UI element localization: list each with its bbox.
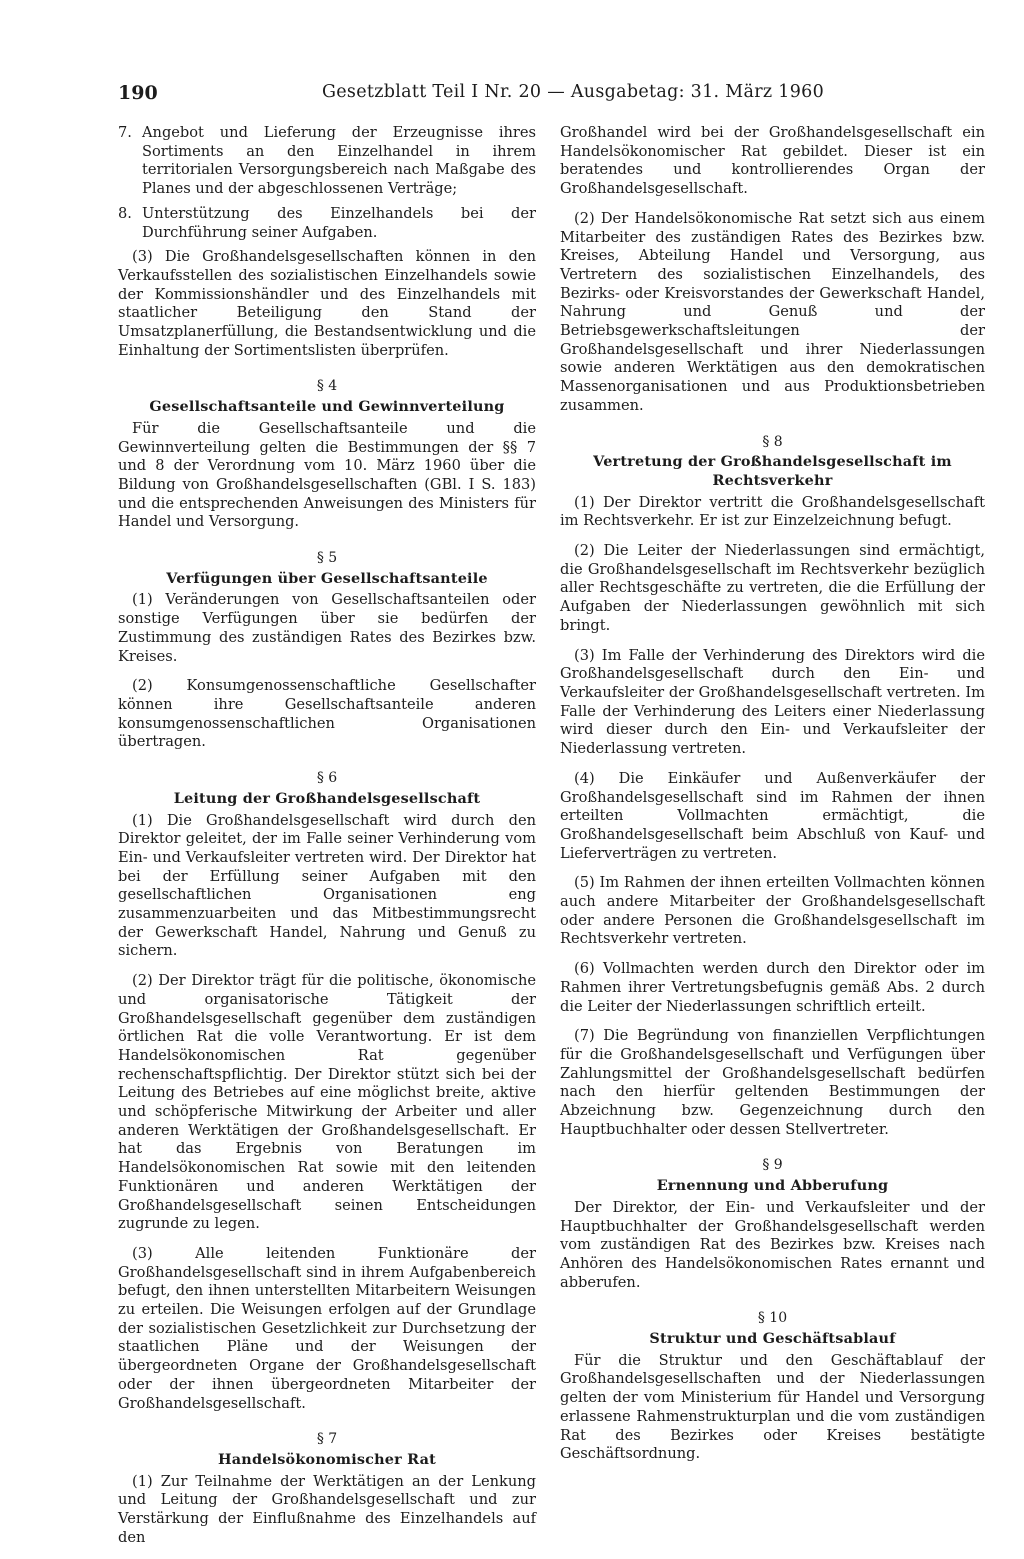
list-number: 7. xyxy=(118,124,132,141)
paragraph: (2) Die Leiter der Niederlassungen sind ermächtigt, die Großhandelsgesellschaft im Rechtsverkehr bezüglich aller Rechtsgeschäfte zu vertreten, die die Erfüllung der Aufgaben der Niederlassungen gewöhnlich mit sich bringt. xyxy=(560,542,985,634)
section-heading: Handelsökonomischer Rat xyxy=(217,1451,437,1468)
section-heading: Ernennung und Abberufung xyxy=(656,1177,889,1195)
paragraph: (1) Die Großhandelsgesellschaft wird durch den Direktor geleitet, der im Falle seiner Verhinderung vom Ein- und Verkaufsleiter vertreten wird. Der Direktor hat bei der Erfüllung seiner Aufgaben mit den gesellschaftlichen Organisationen eng zusammenzuarbeiten und das Mitbestimmungsrecht der Gewerkschaft Handel, Nahrung und Genuß zu sichern. xyxy=(118,811,536,960)
page-number: 190 xyxy=(118,82,158,104)
section-heading: Verfügungen über Gesellschaftsanteile xyxy=(166,569,488,587)
left-column xyxy=(118,124,536,1559)
paragraph: (1) Veränderungen von Gesellschaftsanteilen oder sonstige Verfügungen über sie bedürfen der Zustimmung des zuständigen Rates des Bezirkes bzw. Kreises. xyxy=(118,591,536,665)
right-column xyxy=(560,124,985,1475)
gazette-title: Gesetzblatt Teil I Nr. 20 — Ausgabetag: 31. März 1960 xyxy=(322,82,825,102)
section-heading: Struktur und Geschäftsablauf xyxy=(649,1330,896,1348)
section-heading: Vertretung der Großhandelsgesellschaft im Rechtsverkehr xyxy=(593,453,952,489)
paragraph: Großhandel wird bei der Großhandelsgesellschaft ein Handelsökonomischer Rat gebildet. Dieser ist ein beratendes und kontrollierendes Organ der Großhandelsgesellschaft. xyxy=(560,124,985,198)
paragraph: (1) Zur Teilnahme der Werktätigen an der Lenkung und Leitung der Großhandelsgesellschaft und zur Verstärkung der Einflußnahme des Einzelhandels auf den xyxy=(118,1472,536,1546)
section-number: § 10 xyxy=(757,1310,788,1327)
section-heading: Leitung der Großhandelsgesellschaft xyxy=(173,789,481,807)
list-number: 8. xyxy=(118,204,132,222)
paragraph: (3) Alle leitenden Funktionäre der Großhandelsgesellschaft sind in ihrem Aufgabenbereich befugt, den ihnen unterstellten Mitarbeitern Weisungen zu erteilen. Die Weisungen erfolgen auf der Grundlage der sozialistischen Gesetzlichkeit zur Durchsetzung der staatlichen Pläne und der Weisungen der übergeordneten Organe der Großhandelsgesellschaft oder der ihnen übergeordneten Mitarbeiter der Großhandelsgesellschaft. xyxy=(118,1244,536,1412)
page-header xyxy=(118,82,984,112)
paragraph: (5) Im Rahmen der ihnen erteilten Vollmachten können auch andere Mitarbeiter der Großhandelsgesellschaft oder andere Personen die Großhandelsgesellschaft im Rechtsverkehr vertreten. xyxy=(560,874,985,948)
list-text: Angebot und Lieferung der Erzeugnisse ihres Sortiments an den Einzelhandel in ihrem territorialen Versorgungsbereich nach Maßgabe des Planes und der abgeschlossenen Verträge; xyxy=(142,124,536,198)
paragraph: Für die Gesellschaftsanteile und die Gewinnverteilung gelten die Bestimmungen der §§ 7 und 8 der Verordnung vom 10. März 1960 über die Bildung von Großhandelsgesellschaften (GBl. I S. 183) und die entsprechenden Anweisungen des Ministers für Handel und Versorgung. xyxy=(118,419,536,531)
paragraph: (3) Im Falle der Verhinderung des Direktors wird die Großhandelsgesellschaft durch den Ein- und Verkaufsleiter der Großhandelsgesellschaft vertreten. Im Falle der Verhinderung des Leiters einer Niederlassung wird dieser durch den Ein- und Verkaufsleiter der Niederlassung vertreten. xyxy=(560,646,985,758)
list-text: Unterstützung des Einzelhandels bei der Durchführung seiner Aufgaben. xyxy=(142,204,536,241)
paragraph: Für die Struktur und den Geschäftablauf der Großhandelsgesellschaften und der Niederlassungen gelten der vom Ministerium für Handel und Versorgung erlassene Rahmenstrukturplan und die vom zuständigen Rat des Bezirkes oder Kreises bestätigte Geschäftsordnung. xyxy=(560,1351,985,1463)
section-number: § 5 xyxy=(316,550,338,567)
section-number: § 8 xyxy=(762,433,783,450)
section-number: § 6 xyxy=(316,770,338,787)
paragraph: (2) Konsumgenossenschaftliche Gesellschafter können ihre Gesellschaftsanteile anderen konsumgenossenschaftlichen Organisationen übertragen. xyxy=(118,677,536,751)
paragraph: (3) Die Großhandelsgesellschaften können in den Verkaufsstellen des sozialistischen Einzelhandels sowie der Kommissionshändler und des Einzelhandels mit staatlicher Beteiligung den Stand der Umsatzplanerfüllung, die Bestandsentwicklung und die Einhaltung der Sortimentslisten überprüfen. xyxy=(118,248,536,359)
section-number: § 9 xyxy=(762,1157,783,1174)
paragraph: (7) Die Begründung von finanziellen Verpflichtungen für die Großhandelsgesellschaft und Verfügungen über Zahlungsmittel der Großhandelsgesellschaft bedürfen nach den hierfür geltenden Bestimmungen der Abzeichnung bzw. Gegenzeichnung durch den Hauptbuchhalter oder dessen Stellvertreter. xyxy=(560,1027,985,1138)
section-number: § 4 xyxy=(316,378,338,395)
paragraph: Der Direktor, der Ein- und Verkaufsleiter und der Hauptbuchhalter der Großhandelsgesellschaft werden vom zuständigen Rat des Bezirkes bzw. Kreises nach Anhören des Handelsökonomischen Rates ernannt und abberufen. xyxy=(560,1198,985,1291)
paragraph: (1) Der Direktor vertritt die Großhandelsgesellschaft im Rechtsverkehr. Er ist zur Einzelzeichnung befugt. xyxy=(560,493,985,530)
paragraph: (6) Vollmachten werden durch den Direktor oder im Rahmen ihrer Vertretungsbefugnis gemäß Abs. 2 durch die Leiter der Niederlassungen schriftlich erteilt. xyxy=(560,960,985,1015)
paragraph: (4) Die Einkäufer und Außenverkäufer der Großhandelsgesellschaft sind im Rahmen der ihnen erteilten Vollmachten ermächtigt, die Großhandelsgesellschaft beim Abschluß von Kauf- und Lieferverträgen zu vertreten. xyxy=(560,769,985,862)
paragraph: (2) Der Direktor trägt für die politische, ökonomische und organisatorische Tätigkeit der Großhandelsgesellschaft gegenüber dem zuständigen örtlichen Rat die volle Verantwortung. Er ist dem Handelsökonomischen Rat gegenüber rechenschaftspflichtig. Der Direktor stützt sich bei der Leitung des Betriebes auf eine möglichst breite, aktive und schöpferische Mitwirkung der Arbeiter und aller anderen Werktätigen der Großhandelsgesellschaft. Er hat das Ergebnis von Beratungen im Handelsökonomischen Rat sowie mit den leitenden Funktionären und anderen Werktätigen der Großhandelsgesellschaft seinen Entscheidungen zugrunde zu legen. xyxy=(118,972,536,1233)
paragraph: (2) Der Handelsökonomische Rat setzt sich aus einem Mitarbeiter des zuständigen Rates des Bezirkes bzw. Kreises, Abteilung Handel und Versorgung, aus Vertretern des sozialistischen Einzelhandels, des Bezirks- oder Kreisvorstandes der Gewerkschaft Handel, Nahrung und Genuß und der Betriebsgewerkschaftsleitungen der Großhandelsgesellschaft und ihrer Niederlassungen sowie anderen Werktätigen aus den demokratischen Massenorganisationen und aus Produktionsbetrieben zusammen. xyxy=(560,209,985,414)
section-number: § 7 xyxy=(316,1431,338,1448)
list-item xyxy=(118,124,536,199)
section-heading: Gesellschaftsanteile und Gewinnverteilung xyxy=(149,398,505,416)
list-item xyxy=(118,205,536,242)
